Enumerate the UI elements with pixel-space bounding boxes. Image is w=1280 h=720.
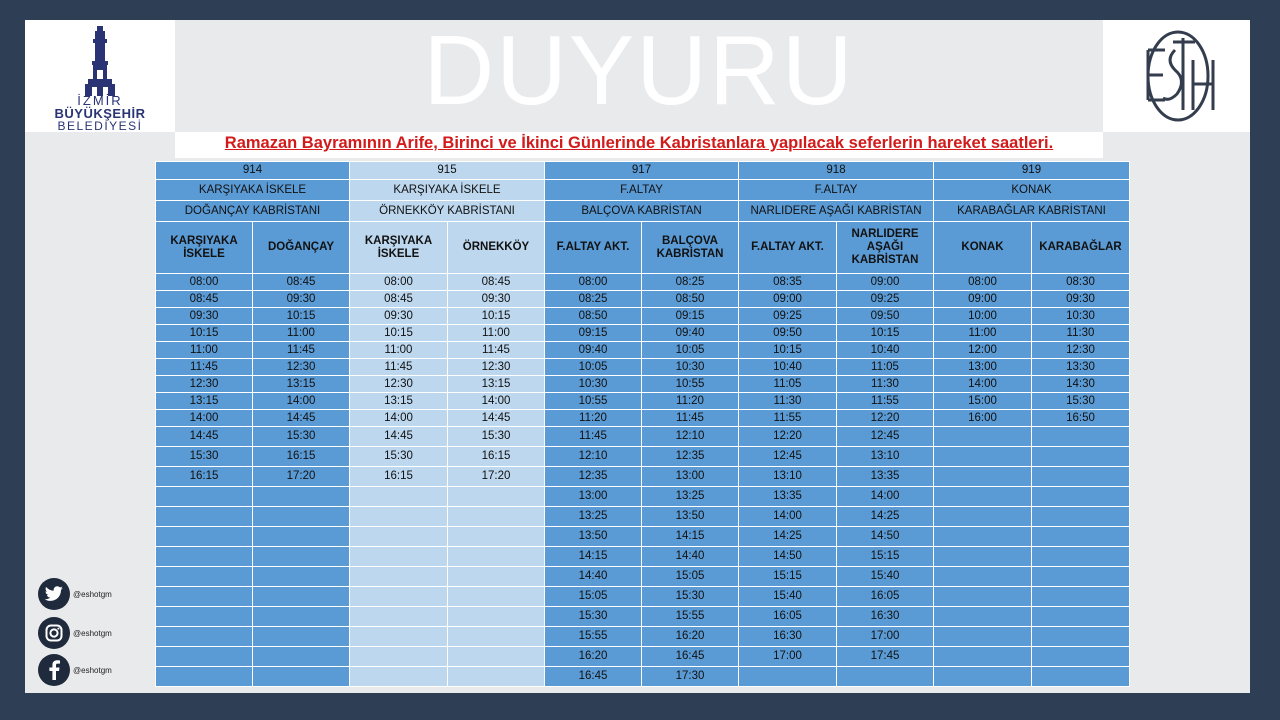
instagram-icon[interactable] (38, 617, 70, 649)
return-time: 09:25 (837, 291, 934, 308)
empty-cell (934, 467, 1032, 487)
return-time: 11:00 (448, 325, 545, 342)
return-time: 13:35 (837, 467, 934, 487)
line-number: 919 (934, 162, 1130, 180)
column-header-row (156, 222, 1130, 274)
departure-time: 10:05 (545, 359, 642, 376)
empty-cell (156, 647, 253, 667)
time-row (156, 325, 1130, 342)
empty-cell (156, 507, 253, 527)
empty-cell (350, 567, 448, 587)
departure-time: 14:00 (934, 376, 1032, 393)
departure-time: 16:15 (156, 467, 253, 487)
departure-time: 11:00 (350, 342, 448, 359)
empty-cell (253, 547, 350, 567)
departure-time: 13:00 (934, 359, 1032, 376)
departure-time: 08:00 (545, 274, 642, 291)
empty-cell (1032, 627, 1130, 647)
empty-cell (350, 507, 448, 527)
departure-time: 09:25 (739, 308, 837, 325)
return-time: 17:20 (448, 467, 545, 487)
origin-row (156, 180, 1130, 201)
time-row (156, 342, 1130, 359)
return-time: 13:30 (1032, 359, 1130, 376)
departure-time: 11:00 (934, 325, 1032, 342)
return-time: 16:15 (448, 447, 545, 467)
departure-time: 11:05 (739, 376, 837, 393)
empty-cell (350, 647, 448, 667)
empty-cell (156, 547, 253, 567)
empty-cell (934, 567, 1032, 587)
column-header: ÖRNEKKÖY (448, 222, 545, 274)
destination-row (156, 201, 1130, 222)
return-time: 17:00 (837, 627, 934, 647)
departure-time: 13:15 (350, 393, 448, 410)
empty-cell (1032, 447, 1130, 467)
return-time: 09:50 (837, 308, 934, 325)
return-time: 14:00 (837, 487, 934, 507)
line-destination: ÖRNEKKÖY KABRİSTANI (350, 201, 545, 222)
empty-cell (156, 587, 253, 607)
departure-time: 15:30 (156, 447, 253, 467)
time-row (156, 359, 1130, 376)
departure-time: 15:15 (739, 567, 837, 587)
return-time: 15:30 (642, 587, 739, 607)
empty-cell (156, 607, 253, 627)
departure-time: 16:05 (739, 607, 837, 627)
empty-cell (253, 567, 350, 587)
return-time: 12:10 (642, 427, 739, 447)
empty-cell (1032, 507, 1130, 527)
return-time: 15:15 (837, 547, 934, 567)
logo-line-3: BELEDİYESİ (57, 119, 143, 133)
return-time: 13:15 (448, 376, 545, 393)
clock-tower-icon (80, 26, 120, 96)
departure-time: 10:15 (739, 342, 837, 359)
departure-time: 11:20 (545, 410, 642, 427)
return-time: 09:15 (642, 308, 739, 325)
departure-time: 13:50 (545, 527, 642, 547)
return-time: 12:20 (837, 410, 934, 427)
return-time: 16:45 (642, 647, 739, 667)
return-time: 11:45 (642, 410, 739, 427)
empty-cell (253, 647, 350, 667)
return-time: 17:45 (837, 647, 934, 667)
departure-time: 13:00 (545, 487, 642, 507)
facebook-icon[interactable] (38, 654, 70, 686)
logo-line-2: BÜYÜKŞEHİR (54, 106, 146, 121)
empty-cell (934, 427, 1032, 447)
eshot-logo (1103, 20, 1250, 132)
return-time: 13:10 (837, 447, 934, 467)
empty-cell (156, 487, 253, 507)
departure-time: 15:00 (934, 393, 1032, 410)
return-time: 14:00 (253, 393, 350, 410)
departure-time: 15:40 (739, 587, 837, 607)
return-time: 12:35 (642, 447, 739, 467)
departure-time: 15:05 (545, 587, 642, 607)
empty-cell (448, 567, 545, 587)
empty-cell (156, 567, 253, 587)
return-time: 13:50 (642, 507, 739, 527)
return-time: 10:15 (253, 308, 350, 325)
empty-cell (253, 607, 350, 627)
empty-cell (934, 487, 1032, 507)
return-time: 17:20 (253, 467, 350, 487)
page-title: DUYURU (423, 15, 855, 125)
line-origin: F.ALTAY (545, 180, 739, 201)
empty-cell (156, 527, 253, 547)
departure-time: 14:45 (350, 427, 448, 447)
empty-cell (934, 667, 1032, 687)
return-time: 10:30 (642, 359, 739, 376)
departure-time: 11:00 (156, 342, 253, 359)
empty-cell (739, 667, 837, 687)
departure-time: 09:40 (545, 342, 642, 359)
departure-time: 13:15 (156, 393, 253, 410)
column-header: KONAK (934, 222, 1032, 274)
empty-cell (253, 627, 350, 647)
departure-time: 08:00 (156, 274, 253, 291)
time-row (156, 447, 1130, 467)
departure-time: 12:30 (350, 376, 448, 393)
empty-cell (448, 647, 545, 667)
departure-time: 16:45 (545, 667, 642, 687)
empty-cell (253, 487, 350, 507)
line-number: 917 (545, 162, 739, 180)
departure-time: 08:50 (545, 308, 642, 325)
empty-cell (448, 527, 545, 547)
empty-cell (1032, 467, 1130, 487)
line-destination: NARLIDERE AŞAĞI KABRİSTAN (739, 201, 934, 222)
line-number: 918 (739, 162, 934, 180)
line-origin: KARŞIYAKA İSKELE (350, 180, 545, 201)
return-time: 14:45 (448, 410, 545, 427)
time-row (156, 627, 1130, 647)
departure-time: 08:25 (545, 291, 642, 308)
empty-cell (156, 627, 253, 647)
time-row (156, 487, 1130, 507)
time-row (156, 527, 1130, 547)
line-number-row (156, 162, 1130, 180)
return-time: 14:25 (837, 507, 934, 527)
departure-time: 12:45 (739, 447, 837, 467)
departure-time: 14:45 (156, 427, 253, 447)
empty-cell (350, 607, 448, 627)
return-time: 15:30 (448, 427, 545, 447)
time-row (156, 567, 1130, 587)
return-time: 17:30 (642, 667, 739, 687)
logo-line-1: İZMİR (77, 93, 123, 108)
return-time: 10:30 (1032, 308, 1130, 325)
empty-cell (350, 627, 448, 647)
departure-time: 14:25 (739, 527, 837, 547)
twitter-icon[interactable] (38, 578, 70, 610)
empty-cell (1032, 527, 1130, 547)
time-row (156, 308, 1130, 325)
return-time: 12:30 (253, 359, 350, 376)
empty-cell (350, 667, 448, 687)
departure-time: 16:15 (350, 467, 448, 487)
departure-time: 11:45 (156, 359, 253, 376)
return-time: 16:05 (837, 587, 934, 607)
empty-cell (448, 667, 545, 687)
time-row (156, 607, 1130, 627)
empty-cell (350, 527, 448, 547)
empty-cell (1032, 607, 1130, 627)
return-time: 16:30 (837, 607, 934, 627)
departure-time: 08:35 (739, 274, 837, 291)
departure-time: 09:50 (739, 325, 837, 342)
departure-time: 10:30 (545, 376, 642, 393)
return-time: 09:40 (642, 325, 739, 342)
empty-cell (934, 447, 1032, 467)
empty-cell (253, 587, 350, 607)
social-twitter[interactable] (38, 578, 112, 610)
return-time: 14:00 (448, 393, 545, 410)
empty-cell (837, 667, 934, 687)
return-time: 15:40 (837, 567, 934, 587)
return-time: 10:55 (642, 376, 739, 393)
departure-time: 17:00 (739, 647, 837, 667)
departure-time: 13:35 (739, 487, 837, 507)
departure-time: 15:30 (350, 447, 448, 467)
instagram-handle[interactable]: @eshotgm (73, 628, 112, 638)
time-row (156, 427, 1130, 447)
empty-cell (253, 527, 350, 547)
departure-time: 14:15 (545, 547, 642, 567)
departure-time: 11:30 (739, 393, 837, 410)
column-header: KARŞIYAKA İSKELE (156, 222, 253, 274)
return-time: 11:55 (837, 393, 934, 410)
empty-cell (934, 507, 1032, 527)
departure-time: 14:00 (156, 410, 253, 427)
empty-cell (1032, 667, 1130, 687)
return-time: 10:40 (837, 342, 934, 359)
departure-time: 13:25 (545, 507, 642, 527)
social-instagram[interactable] (38, 617, 112, 649)
time-row (156, 393, 1130, 410)
departure-time: 08:45 (156, 291, 253, 308)
departure-time: 09:00 (739, 291, 837, 308)
departure-time: 14:50 (739, 547, 837, 567)
facebook-handle[interactable]: @eshotgm (73, 665, 112, 675)
empty-cell (350, 547, 448, 567)
return-time: 14:30 (1032, 376, 1130, 393)
empty-cell (1032, 567, 1130, 587)
departure-time: 14:40 (545, 567, 642, 587)
empty-cell (934, 547, 1032, 567)
return-time: 15:30 (253, 427, 350, 447)
return-time: 11:30 (837, 376, 934, 393)
empty-cell (448, 587, 545, 607)
eshot-monogram-icon (1103, 20, 1250, 132)
time-row (156, 467, 1130, 487)
return-time: 09:30 (448, 291, 545, 308)
return-time: 08:50 (642, 291, 739, 308)
departure-time: 15:55 (545, 627, 642, 647)
empty-cell (156, 667, 253, 687)
empty-cell (1032, 647, 1130, 667)
departure-time: 11:45 (545, 427, 642, 447)
time-row (156, 587, 1130, 607)
return-time: 12:45 (837, 427, 934, 447)
empty-cell (448, 627, 545, 647)
page-subtitle: Ramazan Bayramının Arife, Birinci ve İkinci Günlerinde Kabristanlara yapılacak seferlerin hareket saatleri. (224, 134, 1054, 152)
empty-cell (448, 507, 545, 527)
return-time: 13:15 (253, 376, 350, 393)
return-time: 12:30 (1032, 342, 1130, 359)
departure-time: 15:30 (545, 607, 642, 627)
return-time: 14:50 (837, 527, 934, 547)
time-row (156, 410, 1130, 427)
return-time: 14:15 (642, 527, 739, 547)
empty-cell (934, 587, 1032, 607)
departure-time: 09:30 (350, 308, 448, 325)
departure-time: 12:35 (545, 467, 642, 487)
departure-time: 10:55 (545, 393, 642, 410)
departure-time: 11:45 (350, 359, 448, 376)
time-row (156, 507, 1130, 527)
departure-time: 16:00 (934, 410, 1032, 427)
twitter-handle[interactable]: @eshotgm (73, 589, 112, 599)
return-time: 09:30 (253, 291, 350, 308)
return-time: 09:30 (1032, 291, 1130, 308)
empty-cell (253, 667, 350, 687)
return-time: 08:45 (448, 274, 545, 291)
departure-time: 16:20 (545, 647, 642, 667)
return-time: 11:20 (642, 393, 739, 410)
column-header: F.ALTAY AKT. (739, 222, 837, 274)
departure-time: 08:00 (350, 274, 448, 291)
return-time: 16:50 (1032, 410, 1130, 427)
departure-time: 12:00 (934, 342, 1032, 359)
return-time: 13:25 (642, 487, 739, 507)
return-time: 09:00 (837, 274, 934, 291)
return-time: 15:05 (642, 567, 739, 587)
departure-time: 10:15 (350, 325, 448, 342)
departure-time: 09:30 (156, 308, 253, 325)
return-time: 10:15 (837, 325, 934, 342)
departure-time: 08:45 (350, 291, 448, 308)
return-time: 08:45 (253, 274, 350, 291)
empty-cell (934, 627, 1032, 647)
return-time: 11:00 (253, 325, 350, 342)
empty-cell (1032, 587, 1130, 607)
column-header: KARŞIYAKA İSKELE (350, 222, 448, 274)
departure-time: 16:30 (739, 627, 837, 647)
departure-time: 10:00 (934, 308, 1032, 325)
social-facebook[interactable] (38, 654, 112, 686)
line-origin: KARŞIYAKA İSKELE (156, 180, 350, 201)
line-origin: KONAK (934, 180, 1130, 201)
time-row (156, 376, 1130, 393)
departure-time: 14:00 (350, 410, 448, 427)
return-time: 14:45 (253, 410, 350, 427)
empty-cell (934, 647, 1032, 667)
departure-time: 13:10 (739, 467, 837, 487)
return-time: 12:30 (448, 359, 545, 376)
departure-time: 09:00 (934, 291, 1032, 308)
empty-cell (448, 547, 545, 567)
time-row (156, 647, 1130, 667)
return-time: 11:30 (1032, 325, 1130, 342)
return-time: 11:45 (253, 342, 350, 359)
departure-time: 14:00 (739, 507, 837, 527)
time-row (156, 291, 1130, 308)
return-time: 10:15 (448, 308, 545, 325)
departure-time: 09:15 (545, 325, 642, 342)
column-header: DOĞANÇAY (253, 222, 350, 274)
departure-time: 10:40 (739, 359, 837, 376)
departure-time: 12:10 (545, 447, 642, 467)
return-time: 11:05 (837, 359, 934, 376)
empty-cell (448, 487, 545, 507)
empty-cell (350, 587, 448, 607)
return-time: 14:40 (642, 547, 739, 567)
empty-cell (1032, 547, 1130, 567)
line-number: 914 (156, 162, 350, 180)
return-time: 15:55 (642, 607, 739, 627)
empty-cell (1032, 487, 1130, 507)
return-time: 13:00 (642, 467, 739, 487)
departure-time: 12:30 (156, 376, 253, 393)
line-destination: KARABAĞLAR KABRİSTANI (934, 201, 1130, 222)
empty-cell (253, 507, 350, 527)
return-time: 10:05 (642, 342, 739, 359)
departure-time: 11:55 (739, 410, 837, 427)
empty-cell (350, 487, 448, 507)
column-header: NARLIDERE AŞAĞI KABRİSTAN (837, 222, 934, 274)
empty-cell (1032, 427, 1130, 447)
line-origin: F.ALTAY (739, 180, 934, 201)
line-number: 915 (350, 162, 545, 180)
empty-cell (448, 607, 545, 627)
line-destination: DOĞANÇAY KABRİSTANI (156, 201, 350, 222)
return-time: 16:15 (253, 447, 350, 467)
line-destination: BALÇOVA KABRİSTAN (545, 201, 739, 222)
empty-cell (934, 607, 1032, 627)
return-time: 08:30 (1032, 274, 1130, 291)
schedule-table (155, 161, 1130, 687)
return-time: 15:30 (1032, 393, 1130, 410)
column-header: KARABAĞLAR (1032, 222, 1130, 274)
column-header: F.ALTAY AKT. (545, 222, 642, 274)
izmir-logo (25, 20, 175, 132)
departure-time: 08:00 (934, 274, 1032, 291)
column-header: BALÇOVA KABRİSTAN (642, 222, 739, 274)
return-time: 16:20 (642, 627, 739, 647)
time-row (156, 547, 1130, 567)
return-time: 11:45 (448, 342, 545, 359)
departure-time: 10:15 (156, 325, 253, 342)
empty-cell (934, 527, 1032, 547)
time-row (156, 274, 1130, 291)
departure-time: 12:20 (739, 427, 837, 447)
return-time: 08:25 (642, 274, 739, 291)
time-row (156, 667, 1130, 687)
